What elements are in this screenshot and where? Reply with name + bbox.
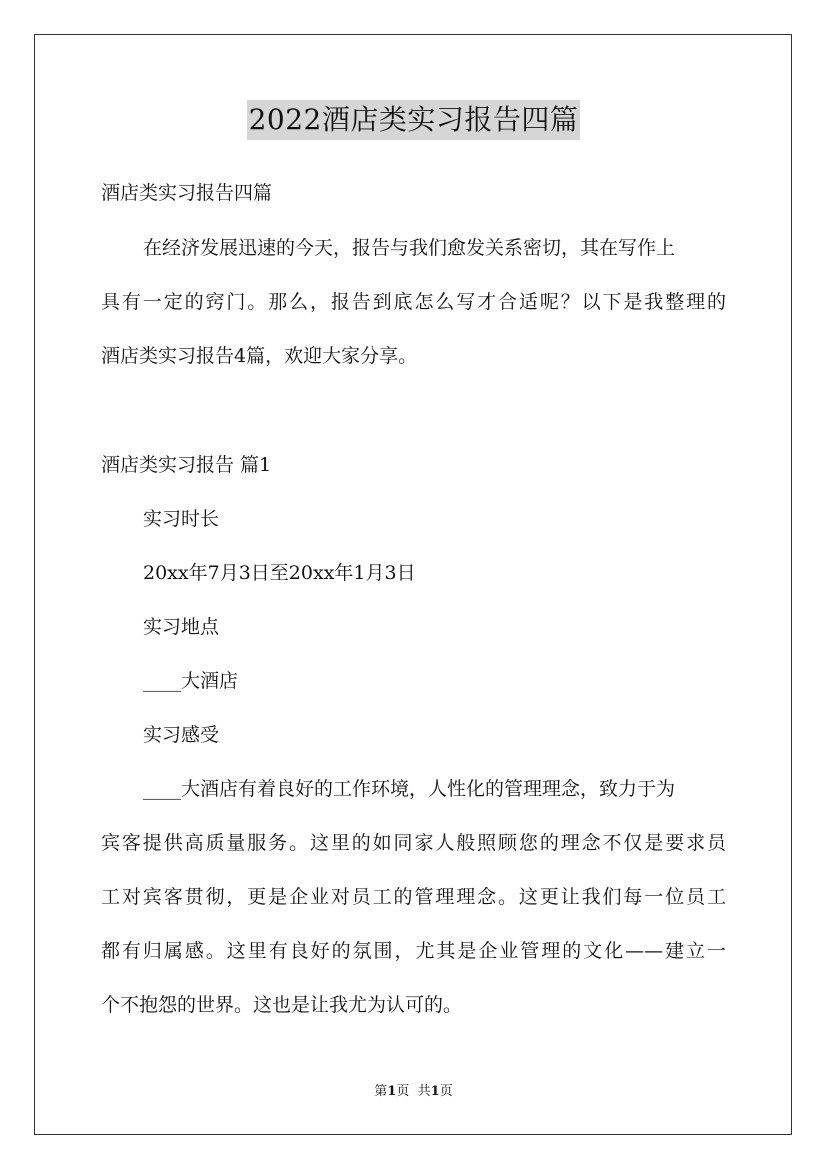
body-line-4: 都有归属感。这里有良好的氛围，尤其是企业管理的文化——建立一	[101, 940, 726, 962]
item-duration-value: 20xx年7月3日至20xx年1月3日	[143, 562, 416, 584]
title-container	[0, 100, 827, 140]
body-line-5: 个不抱怨的世界。这也是让我尤为认可的。	[101, 994, 463, 1016]
footer-page-number: 1	[387, 1084, 397, 1099]
footer-page-prefix: 第	[374, 1084, 388, 1099]
footer-total-suffix: 页	[439, 1084, 453, 1099]
page-footer	[0, 1083, 827, 1101]
body-line-1: ____大酒店有着良好的工作环境，人性化的管理理念，致力于为	[143, 778, 676, 800]
item-location-label: 实习地点	[143, 616, 220, 638]
section-heading: 酒店类实习报告 篇1	[101, 454, 272, 476]
footer-total-number: 1	[430, 1084, 440, 1099]
document-subtitle: 酒店类实习报告四篇	[101, 182, 273, 204]
intro-line-2: 具有一定的窍门。那么，报告到底怎么写才合适呢？以下是我整理的	[101, 291, 726, 313]
footer-total-prefix: 共	[417, 1084, 431, 1099]
body-line-2: 宾客提供高质量服务。这里的如同家人般照顾您的理念不仅是要求员	[101, 832, 726, 854]
intro-line-1: 在经济发展迅速的今天，报告与我们愈发关系密切，其在写作上	[143, 237, 676, 259]
body-line-3: 工对宾客贯彻，更是企业对员工的管理理念。这更让我们每一位员工	[101, 886, 726, 908]
item-duration-label: 实习时长	[143, 508, 220, 530]
document-title: 2022酒店类实习报告四篇	[247, 100, 581, 140]
item-feelings-label: 实习感受	[143, 724, 220, 746]
intro-line-3: 酒店类实习报告4篇，欢迎大家分享。	[101, 345, 418, 367]
footer-page-suffix: 页	[396, 1084, 410, 1099]
item-location-value: ____大酒店	[143, 670, 239, 692]
